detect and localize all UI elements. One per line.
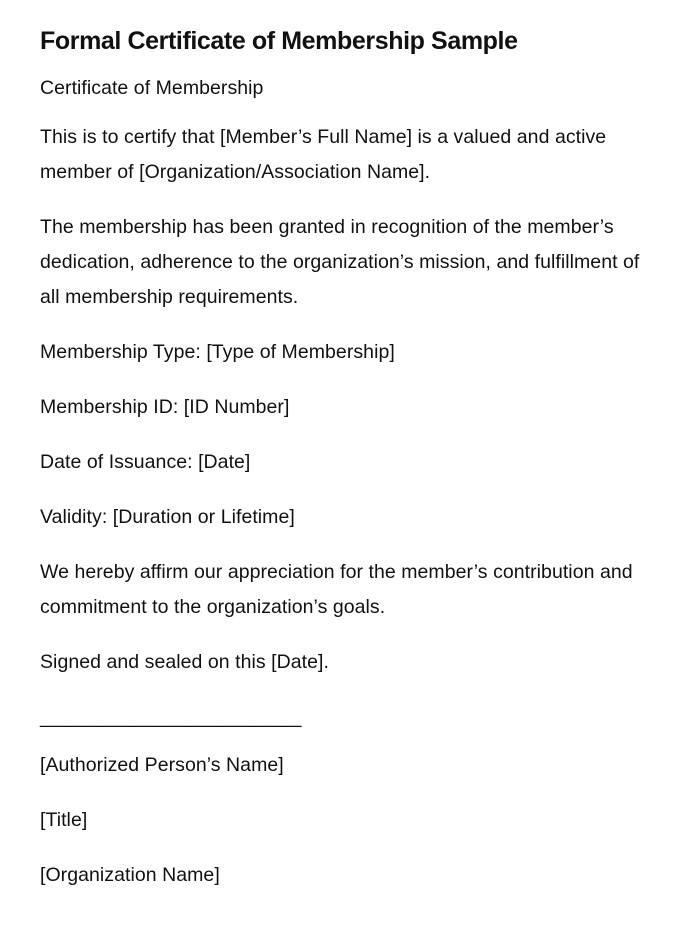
- signatory-organization: [Organization Name]: [40, 864, 220, 886]
- membership-id-field: Membership ID: [ID Number]: [40, 396, 290, 418]
- validity-field: Validity: [Duration or Lifetime]: [40, 506, 295, 528]
- date-of-issuance-field: Date of Issuance: [Date]: [40, 451, 251, 473]
- page-title: Formal Certificate of Membership Sample: [40, 27, 518, 55]
- recognition-paragraph: The membership has been granted in recognition of the member’s dedication, adherence to the organization’s mission, and fulfillment of all membership requirements.: [40, 216, 640, 308]
- signatory-name: [Authorized Person’s Name]: [40, 754, 284, 776]
- signed-statement: Signed and sealed on this [Date].: [40, 651, 329, 673]
- membership-type-field: Membership Type: [Type of Membership]: [40, 341, 395, 363]
- certificate-subtitle: Certificate of Membership: [40, 77, 264, 99]
- signatory-title: [Title]: [40, 809, 88, 831]
- signature-line: ________________________: [40, 706, 302, 728]
- certification-paragraph: This is to certify that [Member’s Full Name] is a valued and active member of [Organization/Association Name].: [40, 126, 607, 183]
- affirmation-paragraph: We hereby affirm our appreciation for the member’s contribution and commitment to the organization’s goals.: [40, 561, 633, 618]
